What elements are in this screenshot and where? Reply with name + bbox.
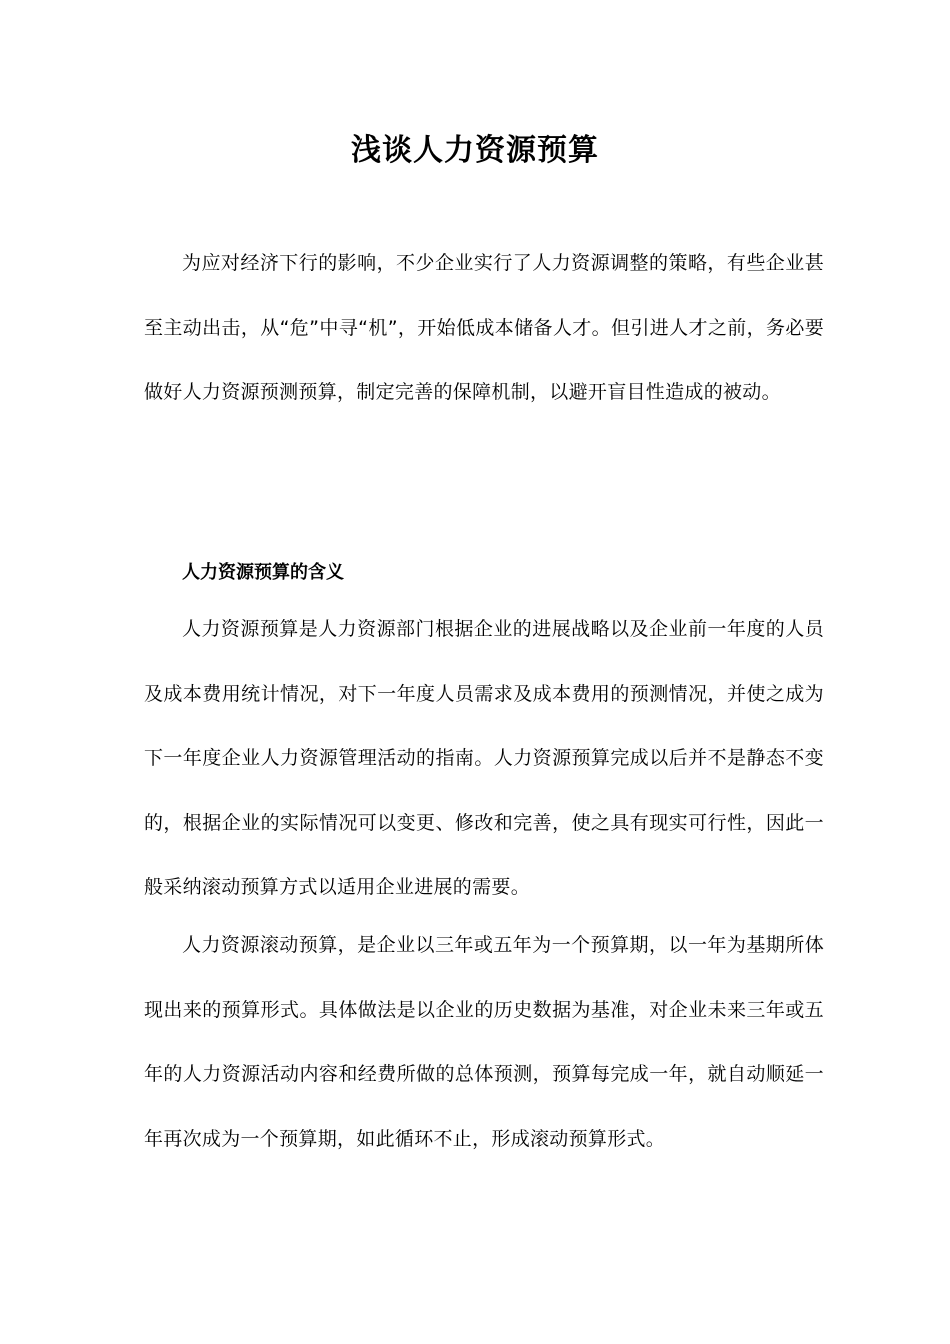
body-paragraph-2: 人力资源滚动预算，是企业以三年或五年为一个预算期，以一年为基期所体现出来的预算形式。具体做法是以企业的历史数据为基准，对企业未来三年或五年的人力资源活动内容和经费所做的总体预测，预算每完成一年，就自动顺延一年再次成为一个预算期，如此循环不止，形成滚动预算形式。 bbox=[144, 934, 824, 1150]
page-title: 浅谈人力资源预算 bbox=[351, 133, 599, 168]
intro-paragraph: 为应对经济下行的影响，不少企业实行了人力资源调整的策略，有些企业甚至主动出击，从“危”中寻“机”，开始低成本储备人才。但引进人才之前，务必要做好人力资源预测预算，制定完善的保障机制，以避开盲目性造成的被动。 bbox=[144, 252, 824, 403]
body-paragraph-1: 人力资源预算是人力资源部门根据企业的进展战略以及企业前一年度的人员及成本费用统计情况，对下一年度人员需求及成本费用的预测情况，并使之成为下一年度企业人力资源管理活动的指南。人力资源预算完成以后并不是静态不变的，根据企业的实际情况可以变更、修改和完善，使之具有现实可行性，因此一般采纳滚动预算方式以适用企业进展的需要。 bbox=[144, 618, 824, 898]
section-heading: 人力资源预算的含义 bbox=[182, 562, 344, 583]
